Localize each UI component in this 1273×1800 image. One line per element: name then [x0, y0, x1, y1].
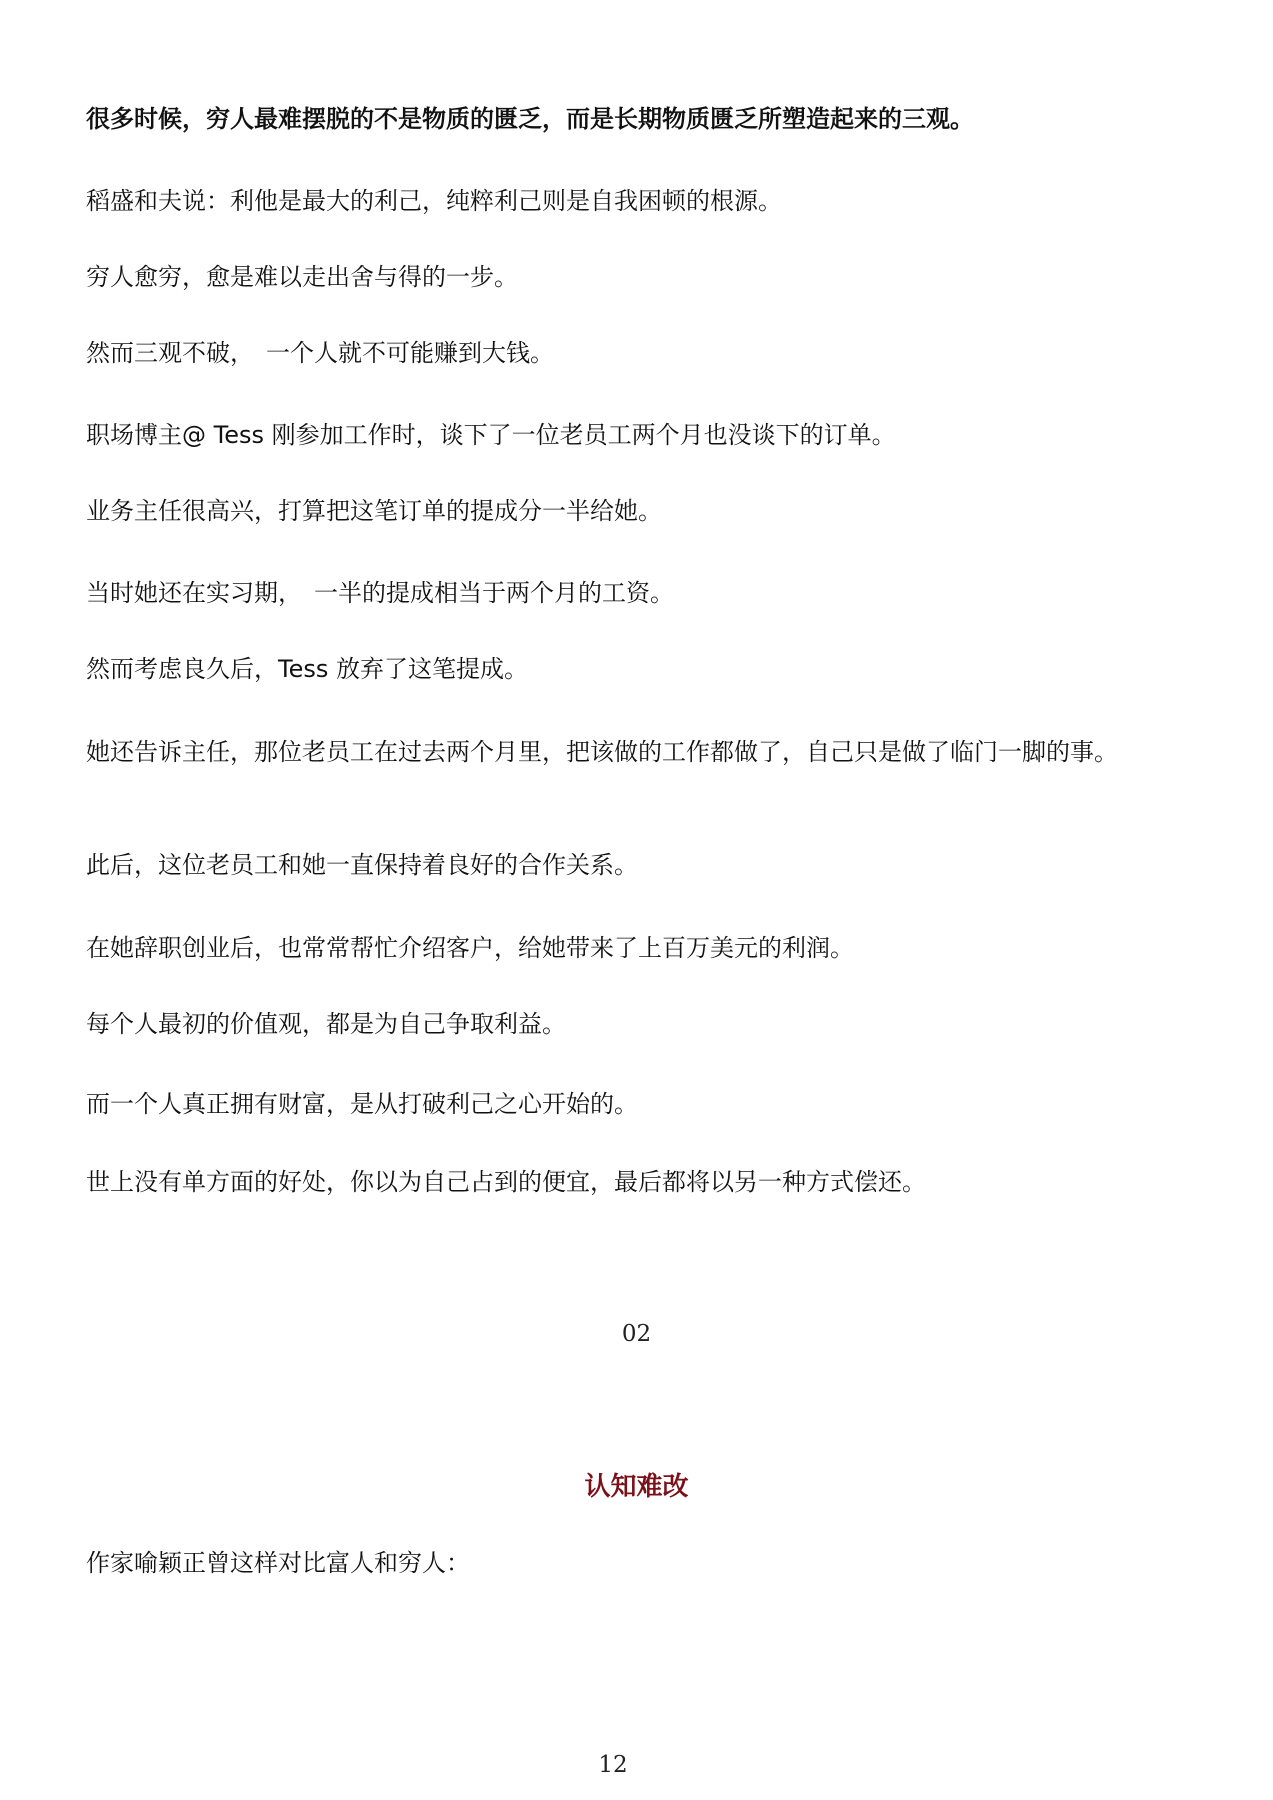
paragraph: 在她辞职创业后，也常常帮忙介绍客户，给她带来了上百万美元的利润。 — [86, 934, 854, 962]
paragraph: 而一个人真正拥有财富，是从打破利己之心开始的。 — [86, 1090, 638, 1118]
paragraph: 当时她还在实习期， 一半的提成相当于两个月的工资。 — [86, 579, 674, 607]
paragraph: 世上没有单方面的好处，你以为自己占到的便宜，最后都将以另一种方式偿还。 — [86, 1168, 926, 1196]
paragraph-lead: 很多时候，穷人最难摆脱的不是物质的匮乏，而是长期物质匮乏所塑造起来的三观。 — [86, 105, 974, 133]
page-number: 12 — [598, 1752, 628, 1778]
paragraph: 职场博主@ Tess 刚参加工作时，谈下了一位老员工两个月也没谈下的订单。 — [86, 421, 896, 449]
paragraph: 她还告诉主任，那位老员工在过去两个月里，把该做的工作都做了，自己只是做了临门一脚的事。 — [86, 738, 1118, 766]
section-number: 02 — [621, 1321, 652, 1347]
paragraph: 然而考虑良久后，Tess 放弃了这笔提成。 — [86, 655, 528, 683]
section-heading: 认知难改 — [584, 1472, 689, 1502]
section-intro: 作家喻颖正曾这样对比富人和穷人： — [86, 1549, 470, 1577]
paragraph: 穷人愈穷，愈是难以走出舍与得的一步。 — [86, 263, 518, 291]
paragraph: 业务主任很高兴，打算把这笔订单的提成分一半给她。 — [86, 497, 662, 525]
paragraph: 然而三观不破， 一个人就不可能赚到大钱。 — [86, 339, 554, 367]
paragraph: 每个人最初的价值观，都是为自己争取利益。 — [86, 1010, 566, 1038]
paragraph: 此后，这位老员工和她一直保持着良好的合作关系。 — [86, 851, 638, 879]
paragraph: 稻盛和夫说：利他是最大的利己，纯粹利己则是自我困顿的根源。 — [86, 187, 782, 215]
